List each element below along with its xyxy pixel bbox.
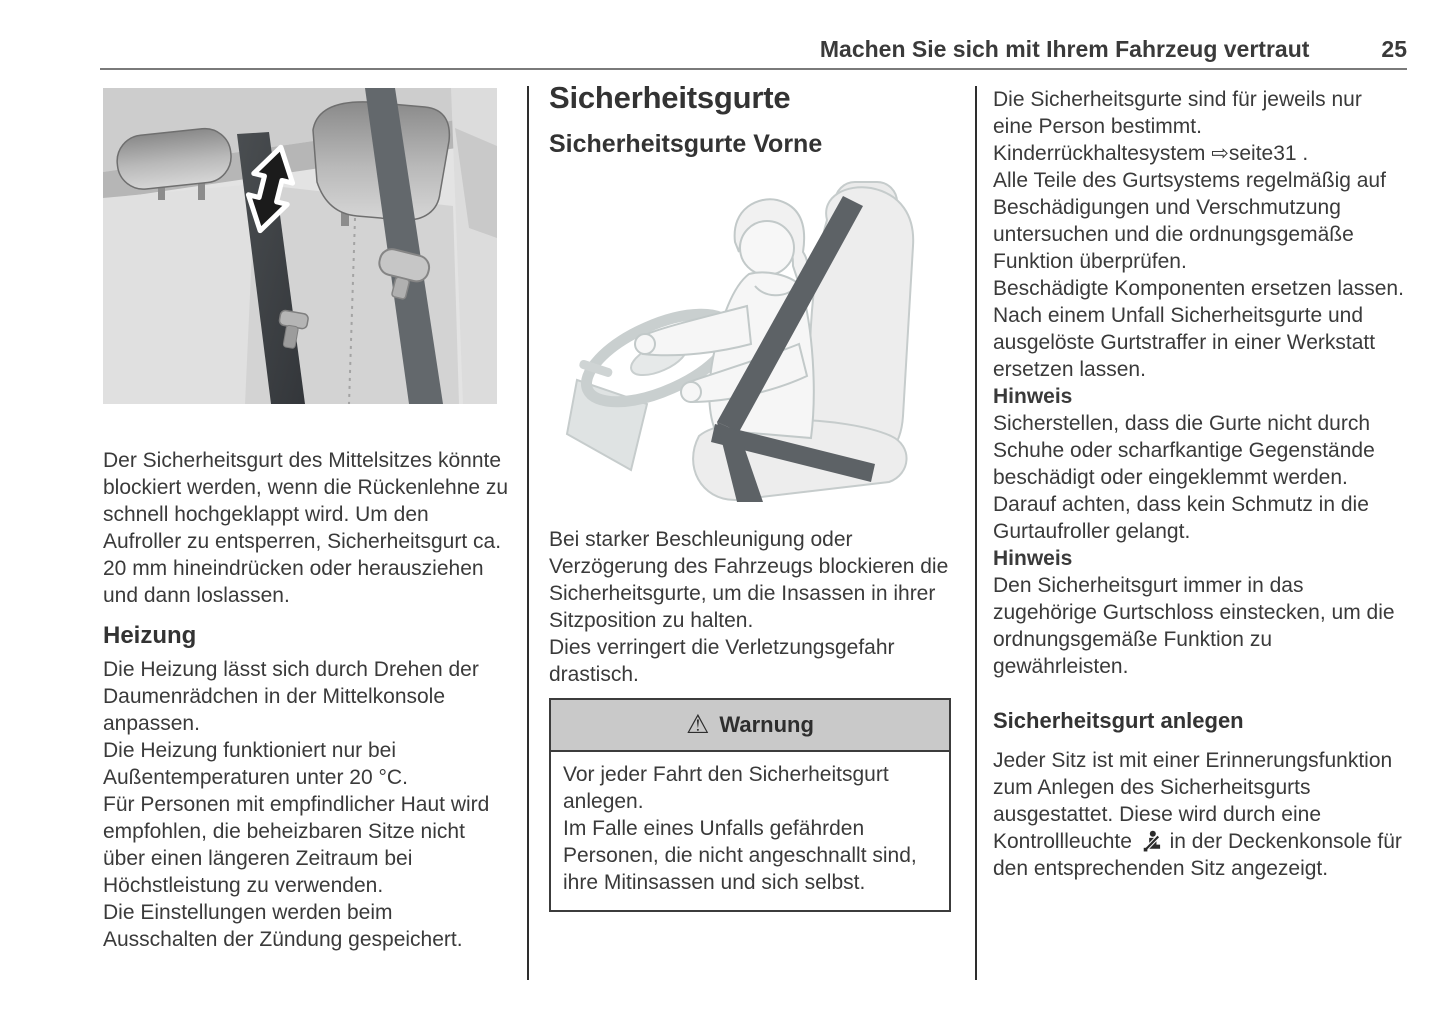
column-divider-left: [527, 86, 529, 980]
warning-paragraph-1: Vor jeder Fahrt den Sicherheitsgurt anlegen.: [563, 763, 889, 813]
middle-column: [549, 80, 951, 912]
page-header: [100, 36, 1407, 63]
paragraph-heizung-2: Die Heizung funktioniert nur bei Außentemperaturen unter 20 °C.: [103, 739, 408, 789]
section-title: Sicherheitsgurte: [549, 80, 791, 115]
note2-paragraph-1: Den Sicherheitsgurt immer in das zugehörige Gurtschloss einstecken, um die ordnungsgemäße Funktion zu gewährleisten.: [993, 574, 1395, 678]
heading-sicherheitsgurt-anlegen: Sicherheitsgurt anlegen: [993, 708, 1244, 733]
paragraph-belt-function-2: Dies verringert die Verletzungsgefahr drastisch.: [549, 636, 895, 686]
header-rule: [100, 68, 1407, 70]
driver-head: [740, 221, 794, 275]
left-seatback: [103, 184, 255, 404]
paragraph-child-restraint: [993, 140, 1407, 167]
seatbelt-indicator-icon: [1141, 830, 1161, 852]
paragraph-after-accident: Nach einem Unfall Sicherheitsgurte und ausgelöste Gurtstraffer in einer Werkstatt ersetzen lassen.: [993, 304, 1376, 381]
page-number: 25: [1381, 36, 1407, 62]
right-column: [993, 86, 1407, 882]
paragraph-belt-reminder: [993, 747, 1407, 882]
warning-box-body: [551, 752, 949, 910]
child-restraint-text: Kinderrückhaltesystem: [993, 142, 1212, 165]
left-column: [103, 88, 511, 953]
subsection-title: Sicherheitsgurte Vorne: [549, 130, 823, 158]
header-chapter-title: Machen Sie sich mit Ihrem Fahrzeug vertraut: [819, 36, 1310, 62]
warning-title: Warnung: [719, 712, 814, 737]
warning-box: [549, 698, 951, 912]
column-divider-right: [975, 86, 977, 980]
note-label-2: Hinweis: [993, 547, 1073, 570]
note1-paragraph-2: Darauf achten, dass kein Schmutz in die Gurtaufroller gelangt.: [993, 493, 1369, 543]
paragraph-check-system: Alle Teile des Gurtsystems regelmäßig auf Beschädigungen und Verschmutzung untersuchen und die ordnungsgemäße Funktion überprüfen.: [993, 169, 1386, 273]
note-label-1: Hinweis: [993, 385, 1073, 408]
warning-paragraph-2: Im Falle eines Unfalls gefährden Personen, die nicht angeschnallt sind, ihre Mitinsassen und sich selbst.: [563, 817, 917, 894]
paragraph-heizung-3: Für Personen mit empfindlicher Haut wird empfohlen, die beheizbaren Sitze nicht über einen längeren Zeitraum bei Höchstleistung zu verwenden.: [103, 793, 490, 897]
belt-reminder-text-before: Jeder Sitz ist mit einer Erinnerungsfunktion zum Anlegen des Sicherheitsgurts ausgestattet. Diese wird durch eine Kontrollleuchte: [993, 749, 1393, 853]
paragraph-heizung-1: Die Heizung lässt sich durch Drehen der Daumenrädchen in der Mittelkonsole anpassen.: [103, 658, 479, 735]
driver-seatbelt-illustration: [549, 168, 951, 502]
paragraph-center-belt-retractor: Der Sicherheitsgurt des Mittelsitzes könnte blockiert werden, wenn die Rückenlehne zu schnell hochgeklappt wird. Um den Aufroller zu entsperren, Sicherheitsgurt ca. 20 mm hineindrücken oder herausziehen und dann loslassen.: [103, 449, 509, 607]
page-reference-link[interactable]: ⇨seite31 .: [1211, 142, 1309, 165]
paragraph-heizung-4: Die Einstellungen werden beim Ausschalten der Zündung gespeichert.: [103, 901, 463, 951]
heading-heizung: Heizung: [103, 622, 197, 649]
paragraph-replace-components: Beschädigte Komponenten ersetzen lassen.: [993, 277, 1404, 300]
note1-paragraph-1: Sicherstellen, dass die Gurte nicht durch Schuhe oder scharfkantige Gegenstände beschädigt oder eingeklemmt werden.: [993, 412, 1375, 489]
belt-reminder-text-after: in der Deckenkonsole für den entsprechenden Sitz angezeigt.: [993, 830, 1402, 880]
paragraph-belt-function-1: Bei starker Beschleunigung oder Verzögerung des Fahrzeugs blockieren die Sicherheitsgurte, um die Insassen in ihrer Sitzposition zu halten.: [549, 528, 949, 632]
warning-triangle-icon: ⚠: [686, 708, 710, 739]
rear-seat-illustration: [103, 88, 497, 404]
paragraph-one-person: Die Sicherheitsgurte sind für jeweils nur eine Person bestimmt.: [993, 88, 1362, 138]
warning-box-header: [551, 700, 949, 752]
